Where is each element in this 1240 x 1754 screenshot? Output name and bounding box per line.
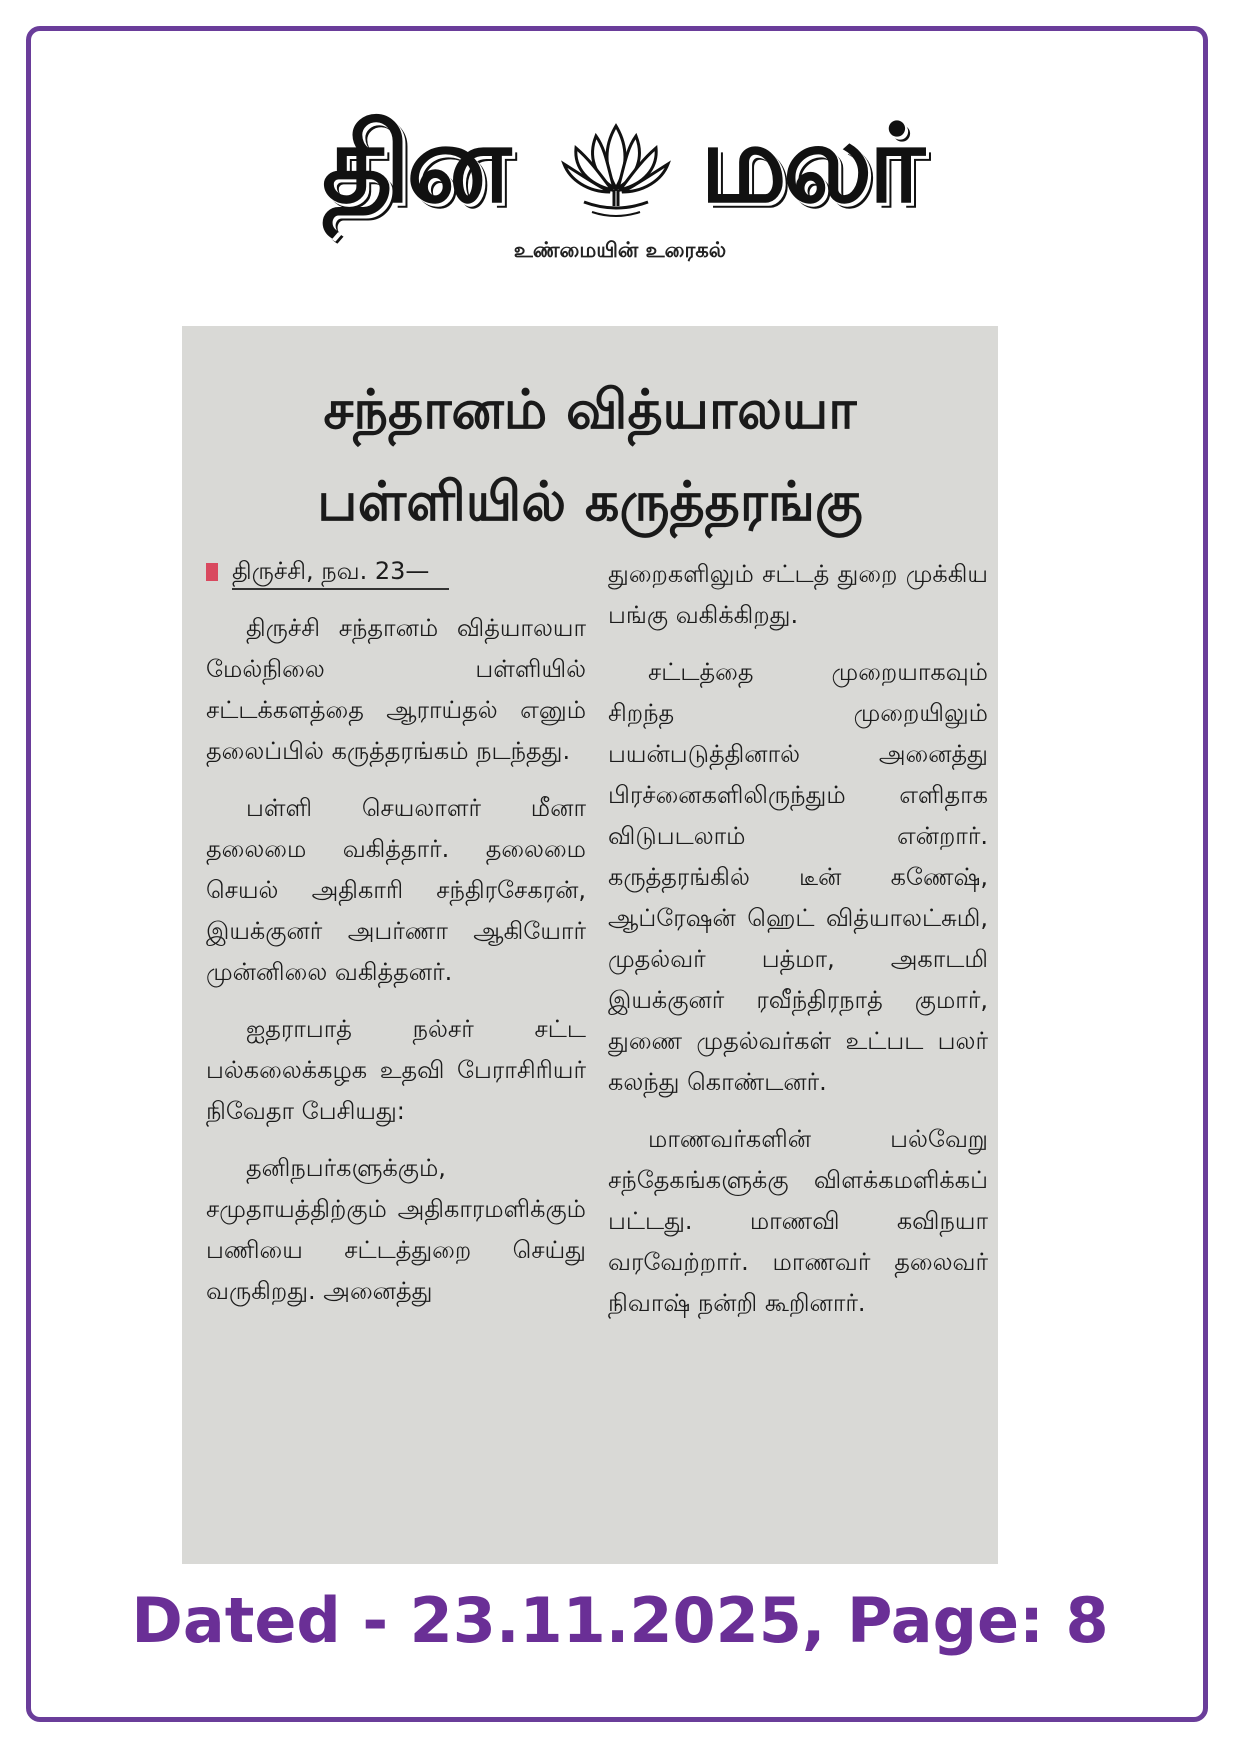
article-paragraph: ஐதராபாத் நல்சர் சட்ட பல்கலைக்கழக உதவி பேராசிரியர் நிவேதா பேசியது: [206, 1015, 586, 1125]
headline-line-2: பள்ளியில் கருத்தரங்கு [317, 470, 863, 533]
lotus-logo-icon [556, 106, 676, 224]
masthead-name-left: தின [322, 102, 508, 227]
article-paragraph: திருச்சி சந்தானம் வித்யாலயா மேல்நிலை பள்ளியில் சட்டக்களத்தை ஆராய்தல் எனும் தலைப்பில் கருத்தரங்கம் நடந்தது. [206, 614, 586, 765]
masthead-name-right: மலர் [700, 102, 921, 227]
dateline-bullet-icon [206, 563, 218, 581]
article-column-right [608, 554, 988, 1340]
article-paragraph: தனிநபர்களுக்கும், சமுதாயத்திற்கும் அதிகாரமளிக்கும் பணியை சட்டத்துறை செய்து வருகிறது. அனைத்து [206, 1154, 586, 1305]
article-dateline [206, 554, 586, 590]
article-paragraph: மாணவர்களின் பல்வேறு சந்தேகங்களுக்கு விளக்கமளிக்கப் பட்டது. மாணவி கவிநயா வரவேற்றார். மாணவர் தலைவர் நிவாஷ் நன்றி கூறினார். [608, 1125, 988, 1317]
article-headline [182, 364, 998, 548]
dateline-text: திருச்சி, நவ. 23— [232, 554, 449, 590]
article-paragraph: பள்ளி செயலாளர் மீனா தலைமை வகித்தார். தலைமை செயல் அதிகாரி சந்திரசேகரன், இயக்குனர் அபர்ணா ஆகியோர் முன்னிலை வகித்தனர். [206, 794, 586, 986]
publication-date-footer: Dated - 23.11.2025, Page: 8 [131, 1584, 1109, 1657]
masthead-tagline: உண்மையின் உரைகல் [513, 238, 727, 262]
newspaper-masthead [0, 100, 1240, 250]
article-paragraph: சட்டத்தை முறையாகவும் சிறந்த முறையிலும் பயன்படுத்தினால் அனைத்து பிரச்னைகளிலிருந்தும் எளிதாக விடுபடலாம் என்றார். கருத்தரங்கில் டீன் கணேஷ், ஆப்ரேஷன் ஹெட் வித்யாலட்சுமி, முதல்வர் பத்மா, அகாடமி இயக்குனர் ரவீந்திரநாத் குமார், துணை முதல்வர்கள் உட்பட பலர் கலந்து கொண்டனர். [608, 658, 988, 1096]
article-column-left [206, 554, 586, 1328]
headline-line-1: சந்தானம் வித்யாலயா [323, 378, 857, 441]
newspaper-clipping [182, 326, 998, 1564]
article-paragraph: துறைகளிலும் சட்டத் துறை முக்கிய பங்கு வகிக்கிறது. [608, 560, 988, 629]
